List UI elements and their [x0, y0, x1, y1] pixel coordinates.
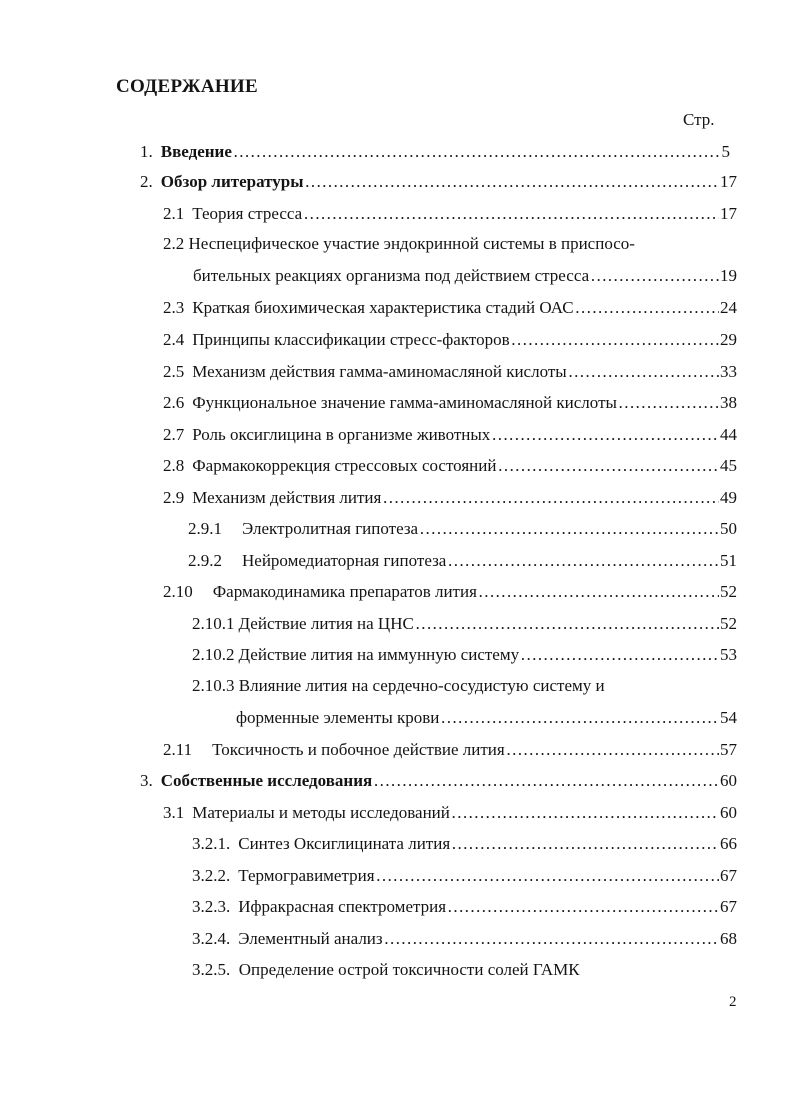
toc-entry[interactable] [140, 142, 730, 166]
toc-entry[interactable] [192, 960, 580, 980]
toc-page: 17 [720, 204, 737, 223]
toc-title: Принципы классификации стресс-факторов [192, 330, 510, 349]
toc-number: 3. [140, 771, 153, 790]
dot-leader [575, 298, 719, 318]
toc-entry-continuation[interactable] [193, 266, 737, 290]
toc-page: 60 [720, 803, 737, 822]
toc-entry[interactable] [192, 614, 737, 638]
dot-leader [497, 456, 719, 476]
toc-number: 3.2.3. [192, 897, 231, 916]
toc-title-continuation: форменные элементы крови [236, 708, 440, 727]
dot-leader [511, 330, 719, 350]
dot-leader [618, 393, 719, 413]
toc-title: Собственные исследования [160, 771, 373, 790]
toc-page: 29 [720, 330, 737, 349]
toc-entry[interactable] [163, 362, 737, 386]
toc-page: 60 [720, 771, 737, 790]
dot-leader [478, 582, 719, 602]
toc-entry[interactable] [140, 771, 737, 795]
dot-leader [568, 362, 719, 382]
toc-entry[interactable] [188, 519, 737, 543]
dot-leader [491, 425, 719, 445]
toc-title: Синтез Оксиглицината лития [238, 834, 451, 853]
toc-number: 2.10.1 [192, 614, 235, 633]
toc-title: Действие лития на иммунную систему [238, 645, 520, 664]
toc-number: 2.8 [163, 456, 185, 475]
toc-page: 38 [720, 393, 737, 412]
toc-number: 2.10.3 [192, 676, 235, 695]
toc-title: Фармакодинамика препаратов лития [212, 582, 477, 601]
toc-page: 57 [720, 740, 737, 759]
toc-page: 66 [720, 834, 737, 853]
toc-entry[interactable] [192, 834, 737, 858]
toc-title: Материалы и методы исследований [192, 803, 450, 822]
toc-entry[interactable] [163, 393, 737, 417]
dot-leader [305, 172, 719, 192]
toc-number: 2.11 [163, 740, 193, 759]
toc-title: Теория стресса [192, 204, 303, 223]
toc-entry-continuation[interactable] [236, 708, 737, 732]
toc-number: 2.6 [163, 393, 185, 412]
toc-title: Механизм действия лития [192, 488, 382, 507]
toc-title: Функциональное значение гамма-аминомасляной кислоты [192, 393, 617, 412]
toc-entry[interactable] [163, 234, 635, 254]
toc-entry[interactable] [163, 488, 737, 512]
toc-title: Нейромедиаторная гипотеза [242, 551, 447, 570]
toc-entry[interactable] [163, 803, 737, 827]
dot-leader [419, 519, 719, 539]
toc-title: Введение [160, 142, 232, 161]
toc-title: Определение острой токсичности солей ГАМК [238, 960, 580, 979]
toc-number: 3.2.2. [192, 866, 231, 885]
toc-number: 3.1 [163, 803, 185, 822]
toc-entry[interactable] [192, 897, 737, 921]
toc-number: 2.9 [163, 488, 185, 507]
toc-entry[interactable] [163, 298, 737, 322]
toc-page: 52 [720, 614, 737, 633]
toc-title: Фармакокоррекция стрессовых состояний [192, 456, 497, 475]
toc-entry[interactable] [163, 740, 737, 764]
toc-page: 53 [720, 645, 737, 664]
dot-leader [384, 929, 719, 949]
toc-number: 2.10 [163, 582, 193, 601]
toc-entry[interactable] [192, 866, 737, 890]
toc-entry[interactable] [188, 551, 737, 575]
toc-entry[interactable] [192, 676, 605, 696]
toc-number: 2.2 [163, 234, 185, 253]
toc-page: 67 [720, 866, 737, 885]
dot-leader [382, 488, 719, 508]
dot-leader [447, 551, 719, 571]
toc-number: 1. [140, 142, 153, 161]
dot-leader [506, 740, 719, 760]
dot-leader [440, 708, 719, 728]
dot-leader [373, 771, 719, 791]
toc-entry[interactable] [140, 172, 737, 196]
toc-page: 24 [720, 298, 737, 317]
toc-number: 2.4 [163, 330, 185, 349]
dot-leader [376, 866, 719, 886]
toc-title: Токсичность и побочное действие лития [212, 740, 505, 759]
toc-entry[interactable] [163, 582, 737, 606]
toc-number: 2.9.1 [188, 519, 222, 538]
toc-title: Термогравиметрия [238, 866, 375, 885]
toc-page: 49 [720, 488, 737, 507]
dot-leader [233, 142, 721, 162]
toc-title: Механизм действия гамма-аминомасляной кислоты [192, 362, 567, 381]
toc-title: Ифракрасная спектрометрия [238, 897, 447, 916]
toc-title: Краткая биохимическая характеристика стадий ОАС [192, 298, 574, 317]
toc-page: 44 [720, 425, 737, 444]
toc-title-continuation: бительных реакциях организма под действием стресса [193, 266, 590, 285]
toc-page: 45 [720, 456, 737, 475]
toc-page: 67 [720, 897, 737, 916]
toc-title: Электролитная гипотеза [242, 519, 419, 538]
dot-leader [303, 204, 719, 224]
dot-leader [451, 803, 719, 823]
toc-page: 17 [720, 172, 737, 191]
dot-leader [590, 266, 719, 286]
toc-number: 3.2.1. [192, 834, 231, 853]
toc-title: Элементный анализ [238, 929, 383, 948]
toc-entry[interactable] [163, 456, 737, 480]
toc-page: 52 [720, 582, 737, 601]
dot-leader [520, 645, 719, 665]
toc-page: 50 [720, 519, 737, 538]
page-column-label: Стр. [683, 110, 715, 129]
toc-page: 5 [721, 142, 730, 161]
toc-entry[interactable] [163, 425, 737, 449]
toc-entry[interactable] [163, 330, 737, 354]
toc-number: 3.2.4. [192, 929, 231, 948]
toc-number: 2.7 [163, 425, 185, 444]
toc-title: Роль оксиглицина в организме животных [192, 425, 491, 444]
dot-leader [415, 614, 719, 634]
toc-entry[interactable] [192, 645, 737, 669]
toc-entry[interactable] [192, 929, 737, 953]
toc-page: 54 [720, 708, 737, 727]
toc-number: 2. [140, 172, 153, 191]
toc-title: Влияние лития на сердечно-сосудистую систему и [238, 676, 605, 695]
dot-leader [451, 834, 719, 854]
toc-entry[interactable] [163, 204, 737, 228]
toc-number: 2.10.2 [192, 645, 235, 664]
toc-page: 19 [720, 266, 737, 285]
toc-page: 33 [720, 362, 737, 381]
toc-number: 2.5 [163, 362, 185, 381]
toc-title: Обзор литературы [160, 172, 304, 191]
page-title: СОДЕРЖАНИЕ [116, 76, 258, 97]
toc-number: 3.2.5. [192, 960, 231, 979]
toc-title: Действие лития на ЦНС [238, 614, 414, 633]
toc-number: 2.1 [163, 204, 185, 223]
page-number: 2 [729, 994, 737, 1010]
dot-leader [447, 897, 719, 917]
toc-number: 2.3 [163, 298, 185, 317]
toc-number: 2.9.2 [188, 551, 222, 570]
toc-title: Неспецифическое участие эндокринной системы в приспосо- [188, 234, 635, 253]
toc-page: 51 [720, 551, 737, 570]
toc-page: 68 [720, 929, 737, 948]
